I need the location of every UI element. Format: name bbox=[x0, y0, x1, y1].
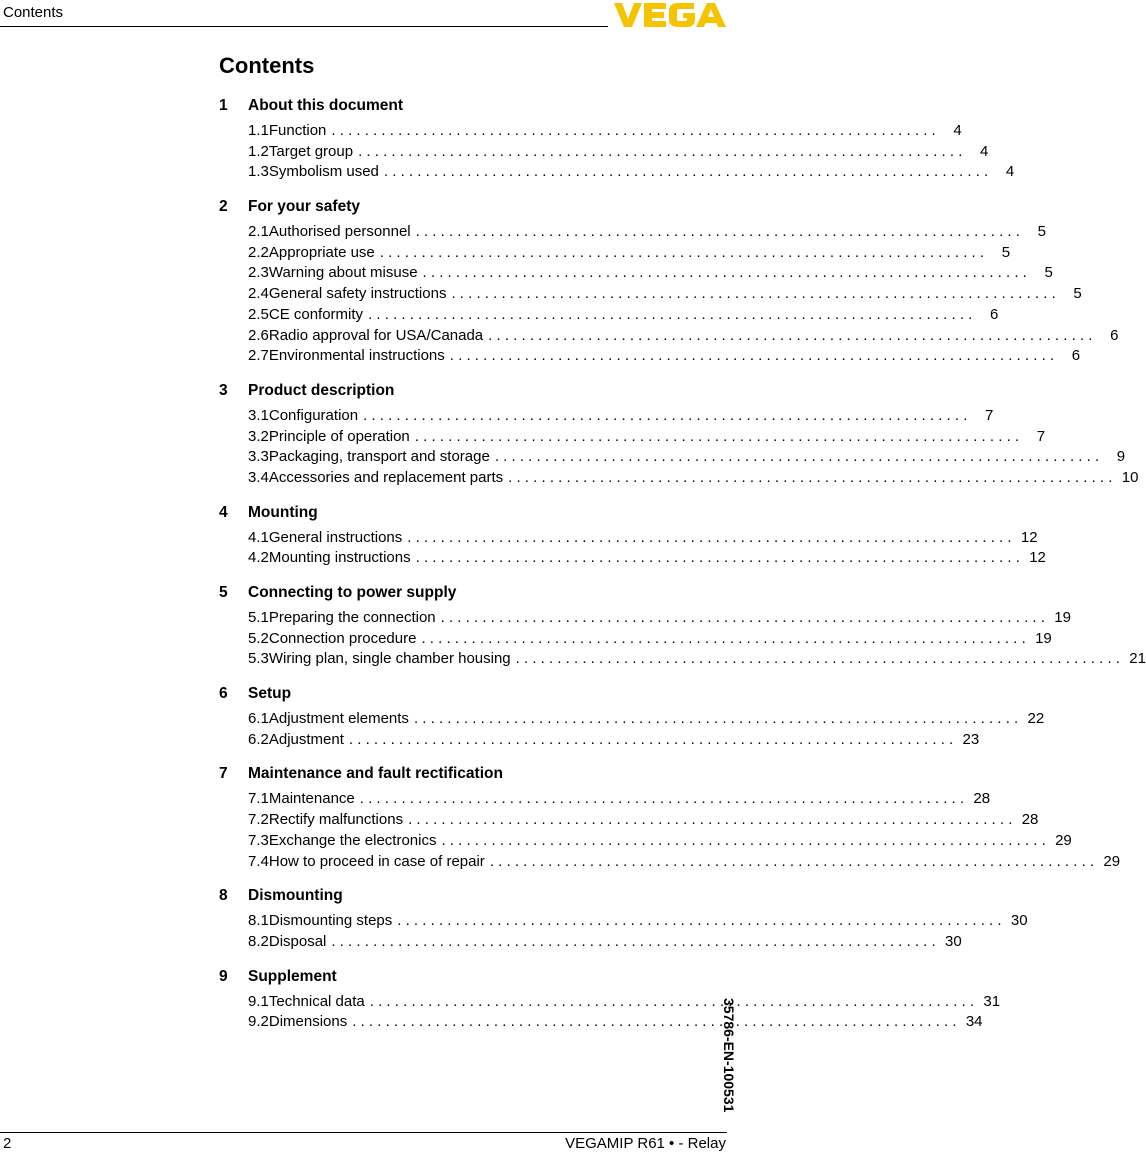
entry-title: Rectify malfunctions bbox=[268, 811, 404, 829]
entry-title: General instructions bbox=[268, 528, 403, 546]
toc-entry[interactable] bbox=[219, 649, 1146, 670]
toc-chapter-heading[interactable] bbox=[219, 380, 727, 401]
dot-leader bbox=[488, 326, 1092, 347]
chapter-title: For your safety bbox=[248, 198, 360, 216]
chapter-number: 1 bbox=[219, 97, 228, 114]
footer-page-number: 2 bbox=[3, 1135, 12, 1152]
dot-leader bbox=[490, 852, 1094, 873]
entry-title: Adjustment bbox=[268, 730, 344, 748]
entry-title: Target group bbox=[268, 142, 354, 160]
entry-title: Principle of operation bbox=[268, 427, 410, 445]
entry-number: 5.1 bbox=[248, 609, 269, 626]
entry-number: 2.3 bbox=[248, 264, 269, 282]
chapter-title: Product description bbox=[248, 381, 395, 399]
entry-page-number: 23 bbox=[962, 730, 980, 748]
toc-chapter-heading[interactable] bbox=[219, 582, 727, 603]
entry-number: 2.4 bbox=[248, 285, 269, 303]
dot-leader bbox=[495, 447, 1099, 468]
vega-logo bbox=[614, 2, 726, 28]
entry-page-number: 19 bbox=[1054, 609, 1071, 626]
entry-title: Radio approval for USA/Canada bbox=[268, 326, 484, 344]
chapter-title: Setup bbox=[248, 685, 292, 703]
entry-number: 9.2 bbox=[248, 1013, 269, 1031]
chapter-title: Supplement bbox=[248, 967, 337, 985]
entry-title: Symbolism used bbox=[268, 163, 379, 181]
toc-entry[interactable] bbox=[219, 427, 1046, 448]
entry-page-number: 7 bbox=[985, 406, 994, 424]
toc-chapter-heading[interactable] bbox=[219, 966, 727, 987]
chapter-number: 4 bbox=[219, 503, 228, 521]
entry-number: 5.2 bbox=[248, 629, 269, 647]
entry-title: Dismounting steps bbox=[268, 912, 393, 930]
entry-title: Wiring plan, single chamber housing bbox=[268, 650, 511, 668]
toc-entry[interactable] bbox=[219, 852, 1121, 873]
toc-chapter bbox=[219, 95, 1015, 183]
entry-number: 4.2 bbox=[248, 549, 269, 567]
entry-number: 7.3 bbox=[248, 831, 269, 849]
entry-page-number: 6 bbox=[990, 305, 999, 323]
toc-entry[interactable] bbox=[219, 406, 994, 427]
chapter-number: 6 bbox=[219, 685, 228, 703]
entry-title: Preparing the connection bbox=[268, 609, 436, 626]
chapter-number: 8 bbox=[219, 887, 228, 905]
entry-page-number: 10 bbox=[1121, 468, 1139, 486]
entry-number: 6.1 bbox=[248, 710, 269, 728]
toc-chapter bbox=[219, 196, 1119, 367]
chapter-number: 9 bbox=[219, 967, 228, 985]
table-of-contents bbox=[219, 95, 1146, 1046]
toc-chapter bbox=[219, 502, 1046, 569]
dot-leader bbox=[516, 649, 1120, 670]
dot-leader bbox=[349, 730, 953, 751]
dot-leader bbox=[408, 810, 1012, 831]
entry-number: 1.1 bbox=[248, 122, 269, 139]
toc-entry[interactable] bbox=[219, 528, 1038, 549]
entry-number: 1.2 bbox=[248, 142, 269, 160]
toc-entry[interactable] bbox=[219, 263, 1053, 284]
entry-page-number: 5 bbox=[1044, 264, 1053, 282]
dot-leader bbox=[380, 243, 984, 264]
entry-title: General safety instructions bbox=[268, 285, 447, 303]
dot-leader bbox=[370, 992, 974, 1013]
toc-chapter bbox=[219, 683, 1045, 750]
entry-number: 7.1 bbox=[248, 790, 269, 808]
entry-page-number: 28 bbox=[1021, 811, 1039, 829]
page-title: Contents bbox=[219, 53, 315, 78]
entry-page-number: 4 bbox=[953, 122, 962, 139]
entry-title: Maintenance bbox=[268, 790, 355, 808]
entry-title: How to proceed in case of repair bbox=[268, 852, 485, 870]
entry-title: Exchange the electronics bbox=[268, 831, 437, 849]
entry-number: 2.6 bbox=[248, 326, 269, 344]
entry-title: Warning about misuse bbox=[268, 264, 418, 282]
entry-number: 9.1 bbox=[248, 992, 269, 1010]
header-divider bbox=[0, 26, 608, 27]
entry-title: Authorised personnel bbox=[268, 223, 411, 241]
entry-title: Technical data bbox=[268, 992, 365, 1010]
chapter-title: Dismounting bbox=[248, 887, 343, 905]
entry-title: CE conformity bbox=[268, 305, 364, 323]
toc-entry[interactable] bbox=[219, 1012, 983, 1033]
entry-page-number: 5 bbox=[1037, 223, 1046, 241]
toc-chapter bbox=[219, 885, 1028, 952]
dot-leader bbox=[407, 528, 1011, 549]
entry-number: 6.2 bbox=[248, 730, 269, 748]
toc-entry[interactable] bbox=[219, 831, 1072, 852]
entry-number: 2.5 bbox=[248, 305, 269, 323]
dot-leader bbox=[416, 222, 1020, 243]
toc-entry[interactable] bbox=[219, 305, 999, 326]
toc-chapter bbox=[219, 763, 1121, 872]
entry-number: 7.4 bbox=[248, 852, 269, 870]
dot-leader bbox=[508, 468, 1112, 489]
dot-leader bbox=[363, 406, 967, 427]
dot-leader bbox=[331, 121, 935, 142]
entry-number: 3.3 bbox=[248, 448, 269, 466]
chapter-number: 3 bbox=[219, 381, 228, 399]
toc-entry[interactable] bbox=[219, 468, 1139, 489]
toc-entry[interactable] bbox=[219, 730, 980, 751]
entry-page-number: 9 bbox=[1116, 448, 1126, 466]
entry-page-number: 22 bbox=[1027, 710, 1045, 728]
dot-leader bbox=[441, 831, 1045, 852]
entry-title: Environmental instructions bbox=[268, 347, 445, 365]
entry-title: Connection procedure bbox=[268, 629, 417, 647]
toc-entry[interactable] bbox=[219, 992, 1001, 1013]
entry-title: Mounting instructions bbox=[268, 549, 411, 567]
toc-entry[interactable] bbox=[219, 608, 1071, 629]
toc-entry[interactable] bbox=[219, 121, 962, 142]
entry-title: Disposal bbox=[268, 932, 327, 950]
dot-leader bbox=[441, 608, 1045, 629]
toc-chapter bbox=[219, 582, 1146, 670]
entry-page-number: 29 bbox=[1055, 831, 1072, 849]
entry-number: 7.2 bbox=[248, 811, 269, 829]
toc-entry[interactable] bbox=[219, 326, 1119, 347]
entry-number: 3.2 bbox=[248, 427, 269, 445]
running-header-section: Contents bbox=[3, 4, 64, 21]
entry-page-number: 12 bbox=[1029, 549, 1046, 567]
entry-page-number: 7 bbox=[1036, 427, 1046, 445]
entry-page-number: 31 bbox=[983, 992, 1001, 1010]
footer-divider bbox=[0, 1132, 727, 1133]
toc-chapter-heading[interactable] bbox=[219, 763, 727, 784]
toc-entry[interactable] bbox=[219, 789, 991, 810]
toc-entry[interactable] bbox=[219, 222, 1046, 243]
entry-number: 2.2 bbox=[248, 243, 269, 261]
entry-number: 1.3 bbox=[248, 163, 269, 181]
toc-entry[interactable] bbox=[219, 810, 1039, 831]
toc-chapter bbox=[219, 380, 1139, 489]
entry-number: 3.4 bbox=[248, 468, 269, 486]
dot-leader bbox=[421, 629, 1025, 650]
toc-entry[interactable] bbox=[219, 629, 1052, 650]
entry-page-number: 30 bbox=[945, 932, 962, 950]
toc-entry[interactable] bbox=[219, 284, 1082, 305]
chapter-title: Maintenance and fault rectification bbox=[248, 765, 503, 783]
vega-logo-icon bbox=[614, 2, 726, 28]
entry-number: 2.7 bbox=[248, 347, 269, 365]
toc-chapter-heading[interactable] bbox=[219, 502, 727, 523]
entry-number: 3.1 bbox=[248, 406, 269, 424]
entry-title: Packaging, transport and storage bbox=[268, 448, 490, 466]
toc-entry[interactable] bbox=[219, 548, 1046, 569]
entry-page-number: 4 bbox=[1005, 163, 1015, 181]
entry-page-number: 6 bbox=[1110, 326, 1119, 344]
entry-title: Adjustment elements bbox=[268, 710, 409, 728]
entry-page-number: 30 bbox=[1010, 912, 1028, 930]
toc-chapter-heading[interactable] bbox=[219, 95, 727, 116]
entry-title: Accessories and replacement parts bbox=[268, 468, 504, 486]
dot-leader bbox=[397, 911, 1001, 932]
entry-page-number: 5 bbox=[1073, 285, 1082, 303]
entry-page-number: 6 bbox=[1071, 347, 1081, 365]
dot-leader bbox=[360, 789, 964, 810]
chapter-number: 5 bbox=[219, 584, 228, 601]
entry-title: Configuration bbox=[268, 406, 359, 424]
chapter-number: 2 bbox=[219, 198, 228, 216]
entry-title: Appropriate use bbox=[268, 243, 375, 261]
entry-page-number: 29 bbox=[1103, 852, 1121, 870]
entry-number: 5.3 bbox=[248, 650, 269, 668]
entry-page-number: 34 bbox=[965, 1013, 983, 1031]
document-code: 35786-EN-100531 bbox=[721, 998, 737, 1113]
toc-chapter bbox=[219, 966, 1001, 1033]
entry-page-number: 19 bbox=[1035, 629, 1052, 647]
dot-leader bbox=[331, 932, 935, 953]
toc-entry[interactable] bbox=[219, 709, 1045, 730]
entry-page-number: 28 bbox=[973, 790, 991, 808]
dot-leader bbox=[368, 305, 972, 326]
toc-entry[interactable] bbox=[219, 346, 1081, 367]
toc-entry[interactable] bbox=[219, 447, 1126, 468]
entry-title: Dimensions bbox=[268, 1013, 348, 1031]
dot-leader bbox=[450, 346, 1054, 367]
toc-entry[interactable] bbox=[219, 911, 1028, 932]
entry-number: 8.1 bbox=[248, 912, 269, 930]
dot-leader bbox=[416, 548, 1020, 569]
dot-leader bbox=[352, 1012, 956, 1033]
chapter-title: About this document bbox=[248, 97, 403, 114]
toc-entry[interactable] bbox=[219, 243, 1011, 264]
entry-page-number: 21 bbox=[1129, 650, 1146, 668]
toc-entry[interactable] bbox=[219, 142, 989, 163]
dot-leader bbox=[414, 709, 1018, 730]
dot-leader bbox=[415, 427, 1019, 448]
chapter-title: Mounting bbox=[248, 503, 318, 521]
dot-leader bbox=[358, 142, 962, 163]
entry-number: 2.1 bbox=[248, 223, 269, 241]
chapter-title: Connecting to power supply bbox=[248, 584, 457, 601]
entry-page-number: 4 bbox=[980, 142, 989, 160]
toc-chapter-heading[interactable] bbox=[219, 196, 727, 217]
entry-page-number: 5 bbox=[1001, 243, 1011, 261]
footer-document-title: VEGAMIP R61 • - Relay bbox=[565, 1135, 726, 1152]
dot-leader bbox=[384, 162, 988, 183]
entry-title: Function bbox=[268, 122, 327, 139]
entry-number: 4.1 bbox=[248, 528, 269, 546]
toc-chapter-heading[interactable] bbox=[219, 885, 727, 906]
toc-entry[interactable] bbox=[219, 932, 962, 953]
toc-chapter-heading[interactable] bbox=[219, 683, 727, 704]
entry-page-number: 12 bbox=[1020, 528, 1038, 546]
toc-entry[interactable] bbox=[219, 162, 1015, 183]
entry-number: 8.2 bbox=[248, 932, 269, 950]
dot-leader bbox=[451, 284, 1055, 305]
dot-leader bbox=[423, 263, 1027, 284]
chapter-number: 7 bbox=[219, 765, 228, 783]
